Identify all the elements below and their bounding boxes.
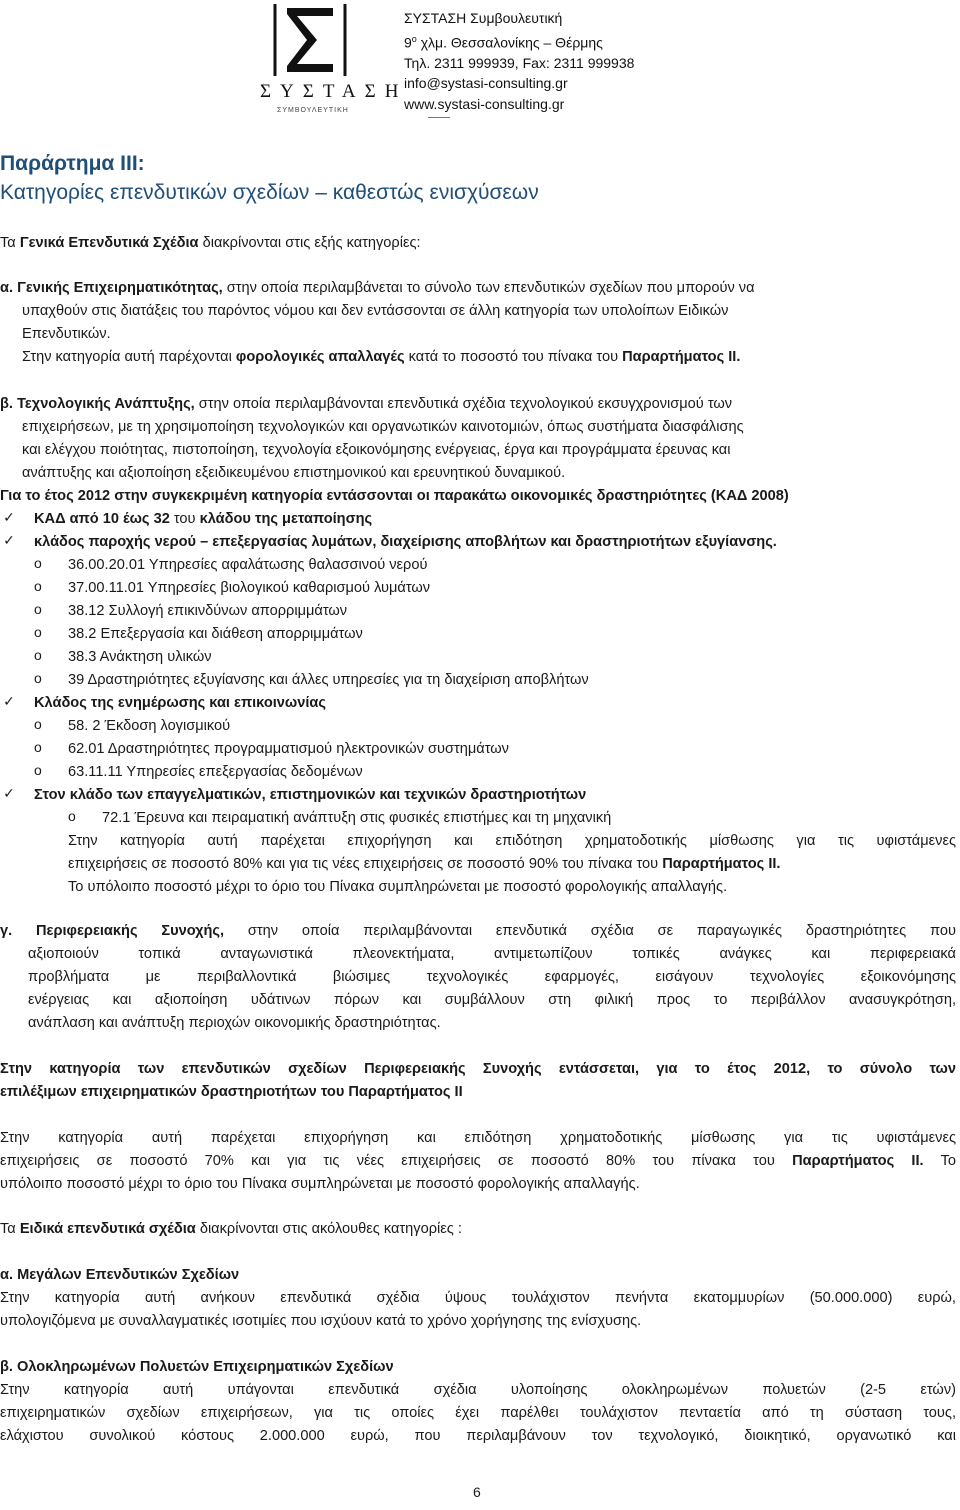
cohesion-grant-line-3: υπόλοιπο ποσοστό μέχρι το όριο του Πίνακα συμπληρώνεται με ποσοστό φορολογικής απαλλαγής. xyxy=(0,1176,640,1192)
circle-bullet-icon: o xyxy=(34,739,42,755)
section-c-line-2: αξιοποιούν τοπικά ανταγωνιστικά πλεονεκτήματα, αντιμετωπίζουν τοπικές ανάγκες και περιφερειακά xyxy=(28,946,956,962)
water-item-5: 38.3 Ανάκτηση υλικών xyxy=(68,649,212,665)
page-subtitle: Κατηγορίες επενδυτικών σχεδίων – καθεστώς ενισχύσεων xyxy=(0,181,539,204)
section-c-line-5: ανάπλαση και ανάπτυξη περιοχών οικονομικής δραστηριότητας. xyxy=(28,1015,441,1031)
checkmark-icon: ✓ xyxy=(3,785,15,801)
company-email[interactable]: info@systasi-consulting.gr xyxy=(404,75,568,92)
integrated-line-1: Στην κατηγορία αυτή υπάγονται επενδυτικά σχέδια υλοποίησης ολοκληρωμένων πολυετών (2-5 ετών) xyxy=(0,1382,956,1398)
checkmark-icon: ✓ xyxy=(3,509,15,525)
circle-bullet-icon: o xyxy=(68,808,76,824)
checkmark-icon: ✓ xyxy=(3,532,15,548)
check-item-water: κλάδος παροχής νερού – επεξεργασίας λυμάτων, διαχείρισης αποβλήτων και δραστηριοτήτων εξυγίανσης. xyxy=(34,534,777,550)
cohesion-grant-line-1: Στην κατηγορία αυτή παρέχεται επιχορήγηση και επιδότηση χρηματοδοτικής μίσθωσης για τις υφιστάμενες xyxy=(0,1130,956,1146)
section-a-line-4: Στην κατηγορία αυτή παρέχονται φορολογικές απαλλαγές κατά το ποσοστό του πίνακα του Παραρτήματος ΙΙ. xyxy=(22,349,741,365)
integrated-line-2: επιχειρηματικών σχεδίων επιχειρήσεων, για τις οποίες έχει παρέλθει τουλάχιστον πενταετία από τη σύσταση τους, xyxy=(0,1405,956,1421)
large-line-2: υπολογιζόμενα με συναλλαγματικές ισοτιμίες που ισχύουν κατά το χρόνο χορήγησης της ενίσχυσης. xyxy=(0,1313,642,1329)
checkmark-icon: ✓ xyxy=(3,693,15,709)
circle-bullet-icon: o xyxy=(34,555,42,571)
section-a-line-2: υπαχθούν στις διατάξεις του παρόντος νόμου και δεν εντάσσονται σε άλλη κατηγορία των υπολοίπων Ειδικών xyxy=(22,303,729,319)
logo-mark-icon xyxy=(267,2,353,78)
company-name: ΣΥΣΤΑΣΗ Συμβουλευτική xyxy=(404,10,563,26)
professional-item-1: 72.1 Έρευνα και πειραματική ανάπτυξη στις φυσικές επιστήμες και τη μηχανική xyxy=(102,810,612,826)
company-address: $9^o$ χλμ. Θεσσαλονίκης – Θέρμης xyxy=(404,33,603,51)
cohesion-grant-line-2: επιχειρήσεις σε ποσοστό 70% και για τις νέες επιχειρήσεις σε ποσοστό 80% του πίνακα του Παραρτήματος ΙΙ. Το xyxy=(0,1153,956,1169)
water-item-6: 39 Δραστηριότητες εξυγίανσης και άλλες υπηρεσίες για τη διαχείριση αποβλήτων xyxy=(68,672,589,688)
section-a-line-3: Επενδυτικών. xyxy=(22,326,111,342)
info-item-2: 62.01 Δραστηριότητες προγραμματισμού ηλεκτρονικών συστημάτων xyxy=(68,741,509,757)
water-item-4: 38.2 Επεξεργασία και διάθεση απορριμμάτων xyxy=(68,626,363,642)
logo-wordmark: ΣΥΣΤΑΣΗ xyxy=(260,81,408,102)
company-logo xyxy=(255,2,408,120)
section-b-line-1: β. Τεχνολογικής Ανάπτυξης, στην οποία περιλαμβάνονται επενδυτικά σχέδια τεχνολογικού εκσυγχρονισμού των xyxy=(0,396,733,412)
logo-subtitle: ΣΥΜΒΟΥΛΕΥΤΙΚΗ xyxy=(277,107,349,114)
water-item-2: 37.00.11.01 Υπηρεσίες βιολογικού καθαρισμού λυμάτων xyxy=(68,580,431,596)
circle-bullet-icon: o xyxy=(34,578,42,594)
header-divider xyxy=(428,117,450,118)
page-number: 6 xyxy=(473,1484,481,1500)
circle-bullet-icon: o xyxy=(34,624,42,640)
integrated-line-3: ελάχιστου συνολικού κόστους 2.000.000 ευρώ, που περιλαμβάνουν τον τεχνολογικό, διοικητικό, οργανωτικό και xyxy=(0,1428,956,1444)
info-item-1: 58. 2 Έκδοση λογισμικού xyxy=(68,718,231,734)
cohesion-heading-line-2: επιλέξιμων επιχειρηματικών δραστηριοτήτων του Παραρτήματος ΙΙ xyxy=(0,1084,463,1100)
section-b-line-2: επιχειρήσεων, με τη χρησιμοποίηση τεχνολογικών και οργανωτικών καινοτομιών, όπως συστήματα διασφάλισης xyxy=(22,419,744,435)
circle-bullet-icon: o xyxy=(34,670,42,686)
large-heading: α. Μεγάλων Επενδυτικών Σχεδίων xyxy=(0,1267,240,1283)
page-title: Παράρτημα ΙΙΙ: xyxy=(0,152,145,175)
company-phone: Τηλ. 2311 999939, Fax: 2311 999938 xyxy=(404,54,635,71)
special-intro: Τα Ειδικά επενδυτικά σχέδια διακρίνονται στις ακόλουθες κατηγορίες : xyxy=(0,1221,462,1237)
circle-bullet-icon: o xyxy=(34,716,42,732)
water-item-3: 38.12 Συλλογή επικινδύνων απορριμμάτων xyxy=(68,603,348,619)
circle-bullet-icon: o xyxy=(34,601,42,617)
kad-heading: Για το έτος 2012 στην συγκεκριμένη κατηγορία εντάσσονται οι παρακάτω οικονομικές δραστηριότητες (ΚΑΔ 2008) xyxy=(0,488,789,504)
section-b-line-4: ανάπτυξης και αξιοποίηση εξειδικευμένου επιστημονικού και ερευνητικού δυναμικού. xyxy=(22,465,566,481)
section-c-line-3: προβλήματα με περιβαλλοντικά βιώσιμες τεχνολογικές εφαρμογές, εισάγουν τεχνολογίες εξοικονόμησης xyxy=(28,969,956,985)
check-item-info: Κλάδος της ενημέρωσης και επικοινωνίας xyxy=(34,695,326,711)
check-item-manufacturing: ΚΑΔ από 10 έως 32 του κλάδου της μεταποίησης xyxy=(34,511,373,527)
water-item-1: 36.00.20.01 Υπηρεσίες αφαλάτωσης θαλασσινού νερού xyxy=(68,557,428,573)
intro-text: Τα Γενικά Επενδυτικά Σχέδια διακρίνονται στις εξής κατηγορίες: xyxy=(0,235,421,251)
integrated-heading: β. Ολοκληρωμένων Πολυετών Επιχειρηματικών Σχεδίων xyxy=(0,1359,394,1375)
section-a-line-1: α. Γενικής Επιχειρηματικότητας, στην οποία περιλαμβάνεται το σύνολο των επενδυτικών σχεδίων που μπορούν να xyxy=(0,280,755,296)
section-c-line-4: ενέργειας και αξιοποίηση υδάτινων πόρων και συμβάλλουν στη φιλική προς το περιβάλλον ανασυγκρότηση, xyxy=(28,992,956,1008)
contact-block xyxy=(404,8,634,114)
section-b-line-3: και ελέγχου ποιότητας, πιστοποίηση, τεχνολογία εξοικονόμησης ενέργειας, έργα και προγράμματα έρευνας και xyxy=(22,442,731,458)
grant-text-line-1: Στην κατηγορία αυτή παρέχεται επιχορήγηση και επιδότηση χρηματοδοτικής μίσθωσης για τις υφιστάμενες xyxy=(68,833,956,849)
section-c-line-1: γ. Περιφερειακής Συνοχής, στην οποία περιλαμβάνονται επενδυτικά σχέδια σε παραγωγικές δραστηριότητες που xyxy=(0,923,956,939)
info-item-3: 63.11.11 Υπηρεσίες επεξεργασίας δεδομένων xyxy=(68,764,363,780)
grant-text-line-3: Το υπόλοιπο ποσοστό μέχρι το όριο του Πίνακα συμπληρώνεται με ποσοστό φορολογικής απαλλαγής. xyxy=(68,879,728,895)
check-item-professional: Στον κλάδο των επαγγελματικών, επιστημονικών και τεχνικών δραστηριοτήτων xyxy=(34,787,587,803)
company-website[interactable]: www.systasi-consulting.gr xyxy=(404,95,565,112)
grant-text-line-2: επιχειρήσεις σε ποσοστό 80% και για τις νέες επιχειρήσεις σε ποσοστό 90% του πίνακα του Παραρτήματος ΙΙ. xyxy=(68,856,781,872)
circle-bullet-icon: o xyxy=(34,647,42,663)
large-line-1: Στην κατηγορία αυτή ανήκουν επενδυτικά σχέδια ύψους τουλάχιστον πενήντα εκατομμυρίων (50.000.000) ευρώ, xyxy=(0,1290,956,1306)
circle-bullet-icon: o xyxy=(34,762,42,778)
cohesion-heading-line-1: Στην κατηγορία των επενδυτικών σχεδίων Περιφερειακής Συνοχής εντάσσεται, για το έτος 2012, το σύνολο των xyxy=(0,1061,956,1077)
